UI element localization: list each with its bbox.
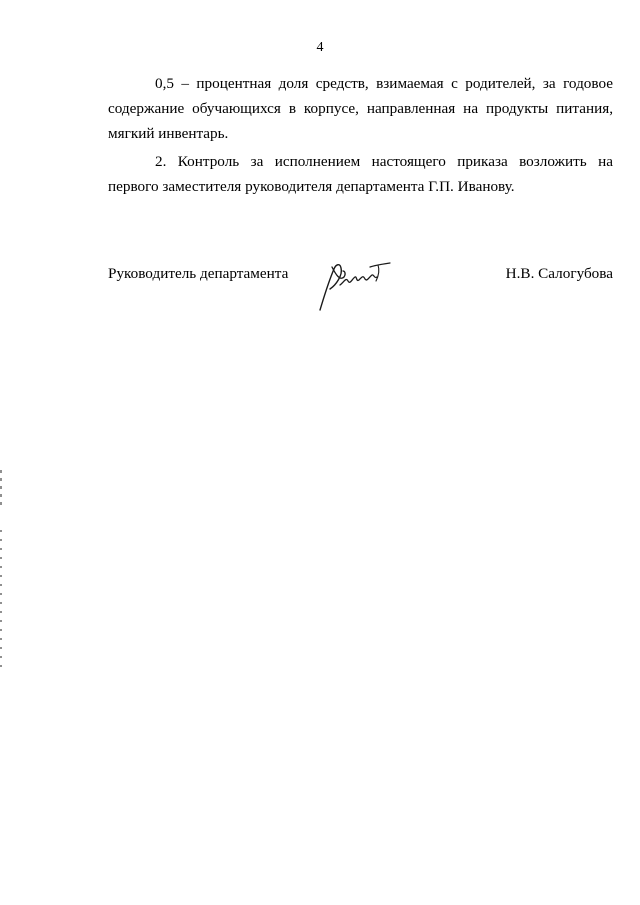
signer-name: Н.В. Салогубова [505, 265, 613, 282]
page-number: 4 [316, 40, 324, 55]
scan-edge-mark [0, 470, 3, 670]
paragraph-fee-share [108, 71, 613, 146]
paragraph-control [108, 149, 613, 199]
signature-block [108, 265, 613, 315]
signer-title: Руководитель департамента [108, 265, 289, 282]
handwritten-signature [310, 255, 405, 315]
paragraph-text: 2. Контроль за исполнением настоящего приказа возложить на первого заместителя руководителя департамента Г.П. Иванову. [108, 153, 613, 195]
paragraph-text: 0,5 – процентная доля средств, взимаемая с родителей, за годовое содержание обучающихся в корпусе, направленная на продукты питания, мягкий инвентарь. [108, 75, 613, 142]
